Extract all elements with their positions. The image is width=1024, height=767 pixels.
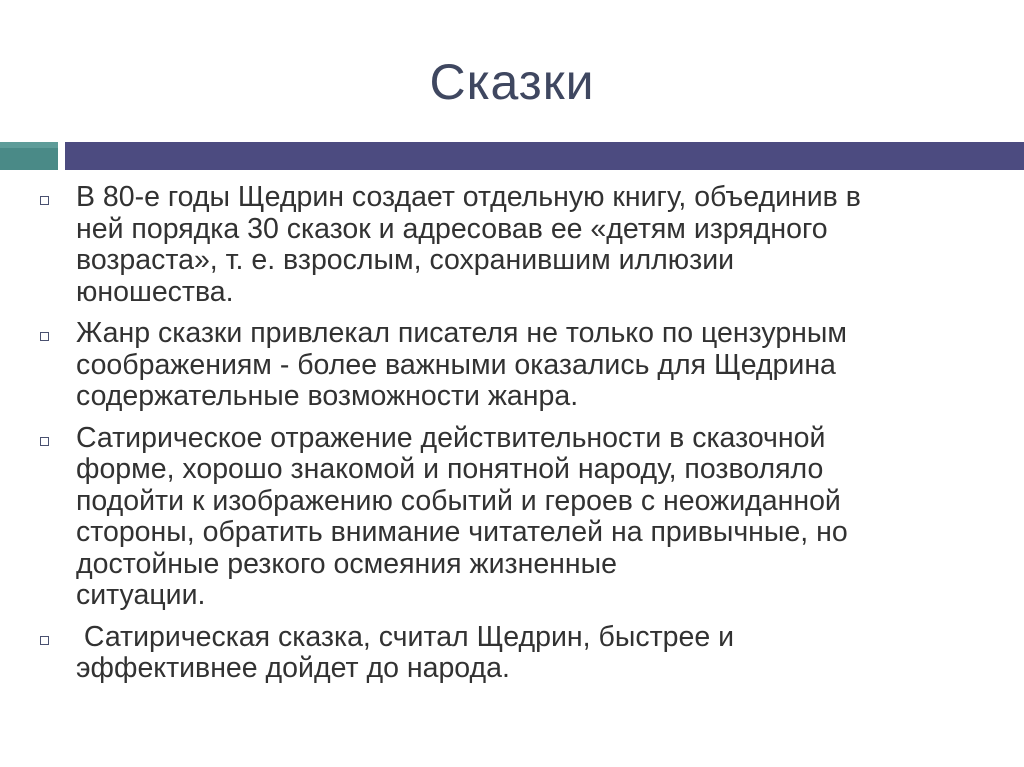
title-divider-bar xyxy=(65,142,1024,170)
bullet-line: юношества. xyxy=(76,275,234,308)
bullet-text xyxy=(76,318,990,413)
bullet-line: В 80-е годы Щедрин создает отдельную книгу, объединив в xyxy=(76,181,861,213)
bullet-item xyxy=(40,622,990,685)
bullet-line: содержательные возможности жанра. xyxy=(76,380,579,412)
bullet-item xyxy=(40,423,990,612)
bullet-line: ней порядка 30 сказок и адресовав ее «детям изрядного xyxy=(76,212,828,245)
teal-accent-block-highlight xyxy=(0,142,58,148)
bullet-list xyxy=(40,182,990,695)
bullet-item xyxy=(40,318,990,413)
bullet-line: подойти к изображению событий и героев с неожиданной xyxy=(76,484,841,517)
bullet-line: эффективнее дойдет до народа. xyxy=(76,652,510,684)
bullet-line: достойные резкого осмеяния жизненные xyxy=(76,547,617,580)
hollow-square-bullet-icon xyxy=(40,196,49,205)
bullet-line: ситуации. xyxy=(76,579,206,611)
hollow-square-bullet-icon xyxy=(40,437,49,446)
bullet-line: Сатирическое отражение действительности в сказочной xyxy=(76,421,826,454)
bullet-line: форме, хорошо знакомой и понятной народу, позволяло xyxy=(76,453,824,485)
bullet-line: Жанр сказки привлекал писателя не только по цензурным xyxy=(76,317,847,349)
bullet-text xyxy=(76,423,990,612)
bullet-text xyxy=(76,182,990,308)
bullet-item xyxy=(40,182,990,308)
hollow-square-bullet-icon xyxy=(40,332,49,341)
hollow-square-bullet-icon xyxy=(40,636,49,645)
slide-title: Сказки xyxy=(429,54,595,110)
bullet-line: Сатирическая сказка, считал Щедрин, быстрее и xyxy=(76,620,735,653)
bullet-line: соображениям - более важными оказались для Щедрина xyxy=(76,348,836,381)
bullet-line: стороны, обратить внимание читателей на привычные, но xyxy=(76,516,848,548)
bullet-line: возраста», т. е. взрослым, сохранившим иллюзии xyxy=(76,244,735,276)
bullet-text xyxy=(76,622,990,685)
